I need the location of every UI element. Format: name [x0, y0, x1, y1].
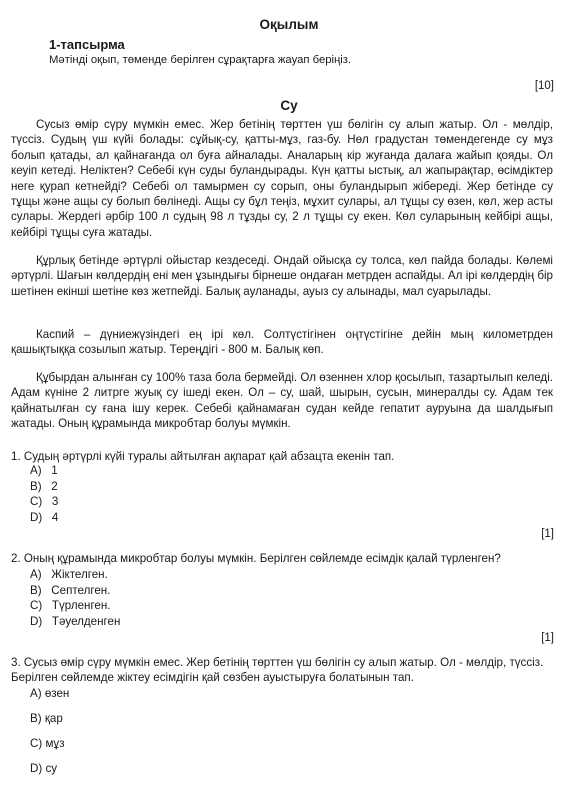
total-marks: [10]	[534, 80, 554, 92]
paragraph-2: Құрлық бетінде әртүрлі ойыстар кездеседі. Ондай ойысқа су толса, көл пайда болады. Көлемі әртүрлі. Шағын көлдердің ені мен ұзындығы бірнеше ондаған метрден аспайды. Ал ірі көлдердің бір шетінен екінші шетіне көз жетпейді. Балық ауланады, ауыз су алынады, мал суарылады.	[11, 254, 553, 298]
question-2-options	[30, 567, 120, 629]
question-3-option-a[interactable]: A) өзен	[30, 687, 70, 700]
question-3-option-c[interactable]: C) мұз	[30, 737, 65, 750]
text-title: Су	[280, 98, 298, 113]
question-1-text: 1. Судың әртүрлі күйі туралы айтылған ақпарат қай абзацта екенін тап.	[11, 450, 395, 463]
question-2-option-a[interactable]: A) Жіктелген.	[30, 568, 108, 581]
question-1-option-b[interactable]: B) 2	[30, 479, 58, 493]
question-3-option-d[interactable]: D) су	[30, 762, 58, 775]
section-title: Оқылым	[259, 17, 319, 32]
question-1-option-a[interactable]: A) 1	[30, 464, 58, 477]
paragraph-3: Каспий – дүниежүзіндегі ең ірі көл. Солтүстігінен оңтүстігіне дейін мың километрден қашықтыққа созылып жатыр. Тереңдігі - 800 м. Балық көп.	[11, 328, 553, 357]
question-2-marks: [1]	[541, 632, 554, 644]
question-2-option-d[interactable]: D) Тәуелденген	[30, 614, 121, 628]
question-3-option-b[interactable]: B) қар	[30, 712, 63, 725]
task-title: 1-тапсырма	[49, 37, 125, 52]
task-instruction: Мәтінді оқып, төменде берілген сұрақтарға жауап беріңіз.	[49, 54, 352, 66]
question-3-options	[30, 686, 69, 786]
question-1-marks: [1]	[541, 528, 554, 540]
question-1-option-d[interactable]: D) 4	[30, 510, 59, 524]
question-2-option-c[interactable]: C) Түрленген.	[30, 599, 111, 613]
question-3-text: 3. Сусыз өмір сүру мүмкін емес. Жер бетінің төрттен үш бөлігін су алып жатыр. Ол - мөлдір, түссіз. Берілген сөйлемде жіктеу есімдігін қай сөзбен ауыстыруға болатынын тап.	[11, 656, 544, 685]
paragraph-1: Сусыз өмір сүру мүмкін емес. Жер бетінің төрттен үш бөлігін су алып жатыр. Ол - мөлдір, түссіз. Судың үш күйі болады: сұйық-су, қатты-мұз, газ-бу. Нөл градустан төмендегенде су мұз болып қатады, ал қайнағанда ол буға айналады. Аналарың кір жуғанда далаға жайып қояды. Ол кеуіп кетеді. Неліктен? Себебі күн суды буландырады. Күн қатты ыстық, ал жапырақтар, өсімдіктер неге қурап кетнейді? Себебі ол тамырмен су сорып, оны буландырып жібереді. Жер бетінде су тұщы және ащы су болып бөлінеді. Ащы су бұл теңіз, мұхит сулары, ал тұщы су өзен, көл, жер асты сулары. Жердегі әрбір 100 л судың 98 л тұзды су, 2 л тұщы су екен. Көл суларының кейбірі ащы, кейбірі тұщы суға жатады.	[11, 118, 553, 239]
question-1-option-c[interactable]: C) 3	[30, 495, 59, 509]
question-1-options	[30, 463, 58, 525]
paragraph-4: Құбырдан алынған су 100% таза бола бермейді. Ол өзеннен хлор қосылып, тазартылып келеді. Адам күніне 2 литрге жуық су ішеді екен. Ол – су, шай, шырын, сусын, минералды су. Адам тек қайнатылған су ғана ішу керек. Себебі қайнамаған судан кейде гепатит ауруына да шалдығып жатады. Оның құрамында микробтар болуы мүмкін.	[11, 371, 553, 431]
question-2-option-b[interactable]: B) Септелген.	[30, 583, 111, 597]
question-2-text: 2. Оның құрамында микробтар болуы мүмкін. Берілген сөйлемде есімдік қалай түрленген?	[11, 552, 501, 565]
